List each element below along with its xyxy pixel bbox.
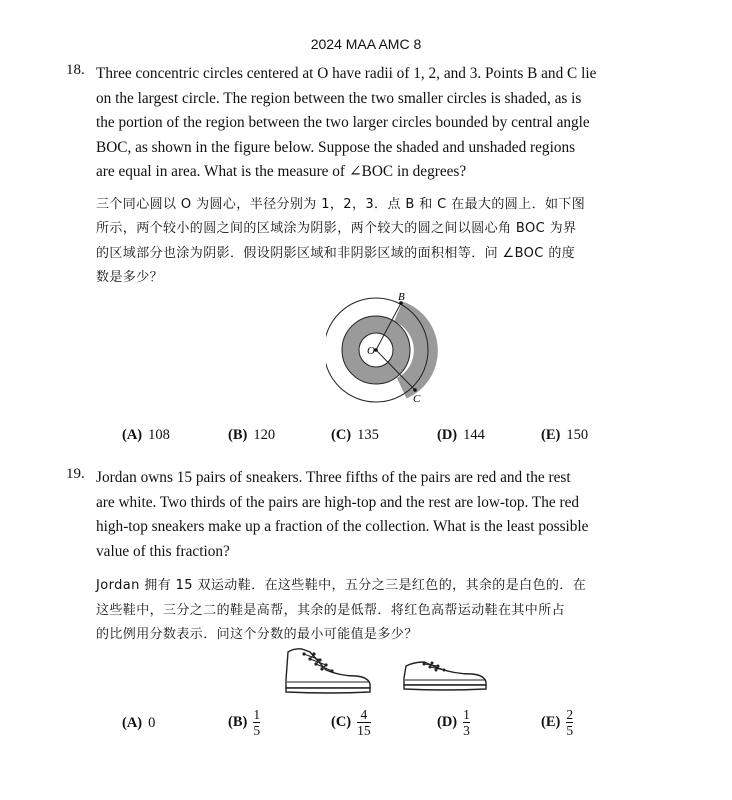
- choice-value: 0: [148, 715, 156, 731]
- choice-b[interactable]: [228, 427, 275, 444]
- page-header: 2024 MAA AMC 8: [310, 36, 422, 52]
- point-c: [413, 388, 417, 392]
- en-line: BOC, as shown in the figure below. Suppose the shaded and unshaded regions: [96, 138, 576, 156]
- numerator: 1: [463, 707, 470, 722]
- choice-label: (D): [437, 714, 458, 730]
- en-line: are white. Two thirds of the pairs are high-top and the rest are low-top. The red: [96, 493, 580, 511]
- label-b: B: [398, 291, 405, 303]
- zh-line: 这些鞋中，三分之二的鞋是高帮，其余的是低帮．将红色高帮运动鞋在其中所占: [96, 602, 566, 618]
- problem-18-chinese: [96, 193, 656, 291]
- en-line: high-top sneakers make up a fraction of the collection. What is the least possible: [96, 518, 589, 535]
- problem-19-english: [96, 466, 656, 564]
- high-top-sneaker-icon: [280, 646, 380, 698]
- en-line: Jordan owns 15 pairs of sneakers. Three fifths of the pairs are red and the rest: [96, 469, 571, 486]
- zh-line: Jordan 拥有 15 双运动鞋．在这些鞋中，五分之三是红色的，其余的是白色的．在: [96, 578, 587, 593]
- choice-label: (A): [122, 427, 143, 443]
- fraction: [253, 707, 260, 738]
- en-line: the portion of the region between the two larger circles bounded by central angle: [96, 114, 590, 131]
- problem-19-chinese: [96, 574, 656, 648]
- numerator: 1: [253, 707, 261, 722]
- low-top-sneaker-icon: [400, 654, 490, 694]
- zh-line: 的比例用分数表示．问这个分数的最小可能值是多少？: [96, 627, 418, 642]
- numerator: 4: [360, 707, 368, 722]
- zh-line: 三个同心圆以 O 为圆心，半径分别为 1，2，3．点 B 和 C 在最大的圆上．如下图: [96, 196, 586, 212]
- zh-line: 数是多少？: [96, 270, 164, 285]
- choice-c[interactable]: [331, 427, 379, 444]
- choice-b[interactable]: [228, 707, 260, 738]
- problem-19: [66, 466, 656, 648]
- choice-d[interactable]: [437, 427, 485, 444]
- fraction: [357, 707, 371, 738]
- label-o: O: [367, 345, 375, 357]
- choice-value: 150: [566, 427, 589, 443]
- choice-label: (D): [437, 427, 458, 443]
- en-line: on the largest circle. The region between the two smaller circles is shaded, as is: [96, 89, 582, 107]
- fraction: [463, 707, 470, 738]
- choice-a[interactable]: [122, 427, 170, 444]
- choice-label: (B): [228, 714, 248, 730]
- problem-number: 19.: [66, 466, 85, 482]
- concentric-circles-figure: [326, 290, 446, 410]
- choice-label: (C): [331, 714, 352, 730]
- choice-value: 120: [253, 427, 276, 443]
- numerator: 2: [566, 707, 574, 722]
- choice-e[interactable]: [541, 427, 588, 444]
- zh-line: 的区域部分也涂为阴影．假设阴影区域和非阴影区域的面积相等．问 ∠BOC 的度: [96, 245, 576, 261]
- zh-line: 所示，两个较小的圆之间的区域涂为阴影，两个较大的圆之间以圆心角 BOC 为界: [96, 221, 577, 236]
- fraction: [566, 707, 573, 738]
- choice-label: (C): [331, 427, 352, 443]
- choice-label: (E): [541, 427, 561, 443]
- en-line: value of this fraction?: [96, 542, 230, 560]
- choice-e[interactable]: [541, 707, 573, 738]
- label-c: C: [413, 393, 421, 405]
- denominator: 5: [253, 723, 261, 738]
- choice-a[interactable]: [122, 715, 155, 732]
- denominator: 3: [463, 723, 470, 738]
- choice-d[interactable]: [437, 707, 470, 738]
- problem-18: [66, 62, 656, 291]
- problem-18-english: [96, 62, 656, 185]
- en-line: are equal in area. What is the measure of ∠BOC in degrees?: [96, 163, 467, 180]
- choice-label: (B): [228, 427, 248, 443]
- choice-value: 144: [463, 427, 485, 443]
- choice-value: 135: [357, 427, 379, 443]
- denominator: 15: [357, 723, 371, 738]
- choice-label: (A): [122, 715, 143, 731]
- choice-c[interactable]: [331, 707, 371, 738]
- problem-number: 18.: [66, 62, 85, 78]
- en-line: Three concentric circles centered at O have radii of 1, 2, and 3. Points B and C lie: [96, 65, 597, 82]
- choice-label: (E): [541, 714, 561, 730]
- choice-value: 108: [148, 427, 170, 443]
- denominator: 5: [566, 723, 574, 738]
